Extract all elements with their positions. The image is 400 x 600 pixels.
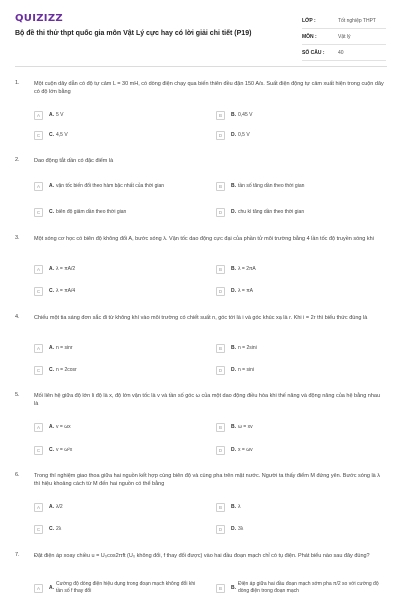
option-text: n = 2cosr [56,366,77,373]
q2-option-d[interactable] [216,205,386,219]
option-text: 4,5 V [56,131,68,138]
option-letter: D. [231,209,236,215]
question-text: Trong thí nghiệm giao thoa giữa hai nguồn kết hợp cùng biên độ và cùng pha trên mặt nước. Người ta thấy điểm M đứng yên. Bước sóng là λ thì hiệu khoảng cách từ M đến hai nguồn có thể bằng [34,473,381,487]
option-text: v = ω²x [56,446,73,453]
option-letter-box: D [216,366,225,375]
option-text: λ = πA/4 [56,287,76,294]
option-letter: D. [231,132,236,138]
q4-option-d[interactable] [216,363,386,377]
option-letter: C. [49,367,54,373]
option-letter-box: A [34,584,43,593]
meta-row-subject [302,29,386,45]
option-text: biên độ giảm dần theo thời gian [56,208,127,215]
option-letter: A. [49,424,54,430]
meta-value: 40 [338,49,344,56]
option-letter-box: D [216,446,225,455]
option-letter: D. [231,447,236,453]
question-number: 7. [15,552,20,558]
q1-option-a[interactable] [34,108,199,122]
question-number: 4. [15,314,20,320]
option-text: ω = xv [238,423,253,430]
option-letter: D. [231,288,236,294]
option-text: 0,45 V [238,111,253,118]
option-text: λ = πA/2 [56,265,76,272]
option-letter-box: D [216,131,225,140]
question-text: Đặt điện áp xoay chiều u = U₀cos2πft (U₀ không đổi, f thay đổi được) vào hai đầu đoạn mạch chỉ có tụ điện. Phát biểu nào sau đây đúng? [34,553,370,559]
q2-option-c[interactable] [34,205,199,219]
option-letter: A. [49,112,54,118]
option-text: vận tốc biến đổi theo hàm bậc nhất của thời gian [56,182,165,189]
option-letter-box: A [34,344,43,353]
option-letter-box: D [216,525,225,534]
meta-value: Tốt nghiệp THPT [338,17,376,24]
q6-option-d[interactable] [216,522,386,536]
option-letter: D. [231,367,236,373]
meta-key: SỐ CÂU : [302,49,325,56]
option-letter: A. [49,183,54,189]
q7-option-a[interactable] [34,580,199,596]
meta-row-class [302,13,386,29]
option-text: 0,5 V [238,131,250,138]
option-letter-box: C [34,446,43,455]
q6-option-c[interactable] [34,522,199,536]
q3-option-d[interactable] [216,284,386,298]
q3-option-c[interactable] [34,284,199,298]
option-letter-box: B [216,584,225,593]
option-text: n = sinr [56,344,73,351]
q3-option-b[interactable] [216,262,386,276]
page-header [0,0,400,66]
q1-option-c[interactable] [34,128,199,142]
question-number: 1. [15,80,20,86]
document-title: Bộ đề thi thử thpt quốc gia môn Vật Lý cực hay có lời giải chi tiết (P19) [15,30,252,37]
question-number: 2. [15,157,20,163]
option-letter: D. [231,526,236,532]
option-letter-box: C [34,525,43,534]
question-text: Chiếu một tia sáng đơn sắc đi từ không khí vào môi trường có chiết suất n, góc tới là i và góc khúc xạ là r. Khi i = 2r thì biểu thức đúng là [34,315,368,321]
option-letter-box: C [34,287,43,296]
option-letter-box: A [34,423,43,432]
option-letter-box: B [216,423,225,432]
option-letter: B. [231,504,236,510]
question-text: Mối liên hệ giữa độ lớn li độ là x, độ lớn vận tốc là v và tần số góc ω của một dao động điều hòa khi thế năng và động năng của hệ bằng nhau là [34,393,381,407]
meta-value: Vật lý [338,33,351,40]
option-letter: C. [49,447,54,453]
option-letter: B. [231,112,236,118]
option-letter-box: B [216,265,225,274]
option-letter: C. [49,288,54,294]
option-letter-box: A [34,503,43,512]
option-text: v = ωx [56,423,71,430]
option-text: Cường độ dòng điện hiệu dụng trong đoạn mạch không đổi khi tần số f thay đổi [56,581,196,594]
q6-option-a[interactable] [34,500,199,514]
option-letter-box: A [34,265,43,274]
option-letter: B. [231,183,236,189]
quizizz-logo: QUIZIZZ [15,13,63,24]
option-letter: C. [49,132,54,138]
option-letter-box: B [216,111,225,120]
option-text: Điện áp giữa hai đầu đoạn mạch sớm pha π/2 so với cường độ dòng điện trong đoạn mạch [238,581,379,594]
meta-table [302,13,386,61]
q4-option-b[interactable] [216,341,386,355]
option-letter-box: B [216,503,225,512]
option-text: λ [238,503,241,510]
option-letter: B. [231,345,236,351]
option-text: 5 V [56,111,64,118]
option-text: λ = 2πA [238,265,256,272]
q5-option-a[interactable] [34,420,199,434]
question-number: 5. [15,392,20,398]
meta-key: LỚP : [302,17,316,24]
question-text: Một cuộn dây dẫn có độ tự cảm L = 30 mH, có dòng điện chạy qua biến thiên đều đặn 150 A/s. Suất điện động tự cảm xuất hiện trong cuộn dây có độ lớn bằng [34,81,384,95]
option-letter: B. [231,266,236,272]
option-letter: A. [49,585,54,591]
option-letter-box: B [216,182,225,191]
option-letter: B. [231,424,236,430]
question-text: Một sóng cơ học có biên độ không đổi A, bước sóng λ. Vận tốc dao động cực đại của phần tử môi trường bằng 4 lần tốc độ truyền sóng khi [34,236,374,242]
q6-option-b[interactable] [216,500,386,514]
option-letter: A. [49,504,54,510]
meta-key: MÔN : [302,33,317,40]
option-text: 3λ [238,525,244,532]
option-text: 2λ [56,525,62,532]
option-text: λ/2 [56,503,63,510]
option-letter: A. [49,345,54,351]
option-letter-box: A [34,182,43,191]
meta-row-count [302,45,386,61]
q2-option-a[interactable] [34,179,199,193]
option-letter: B. [231,585,236,591]
option-text: n = sini [238,366,254,373]
q5-option-c[interactable] [34,443,199,457]
q3-option-a[interactable] [34,262,199,276]
option-letter-box: D [216,287,225,296]
q4-option-a[interactable] [34,341,199,355]
option-letter-box: A [34,111,43,120]
option-letter: C. [49,526,54,532]
q5-option-b[interactable] [216,420,386,434]
question-number: 6. [15,472,20,478]
q2-option-b[interactable] [216,179,386,193]
option-text: tần số tăng dần theo thời gian [238,182,305,189]
option-text: n = 2sini [238,344,257,351]
option-letter: C. [49,209,54,215]
option-text: x = ωv [238,446,253,453]
q7-option-b[interactable] [216,580,386,596]
question-number: 3. [15,235,20,241]
option-text: chu kì tăng dần theo thời gian [238,208,305,215]
option-letter-box: D [216,208,225,217]
q4-option-c[interactable] [34,363,199,377]
option-letter-box: B [216,344,225,353]
option-letter: A. [49,266,54,272]
q1-option-b[interactable] [216,108,386,122]
q1-option-d[interactable] [216,128,386,142]
option-letter-box: C [34,366,43,375]
q5-option-d[interactable] [216,443,386,457]
option-text: λ = πA [238,287,253,294]
option-letter-box: C [34,131,43,140]
header-divider [15,66,387,67]
question-text: Dao động tắt dần có đặc điểm là [34,158,114,164]
option-letter-box: C [34,208,43,217]
